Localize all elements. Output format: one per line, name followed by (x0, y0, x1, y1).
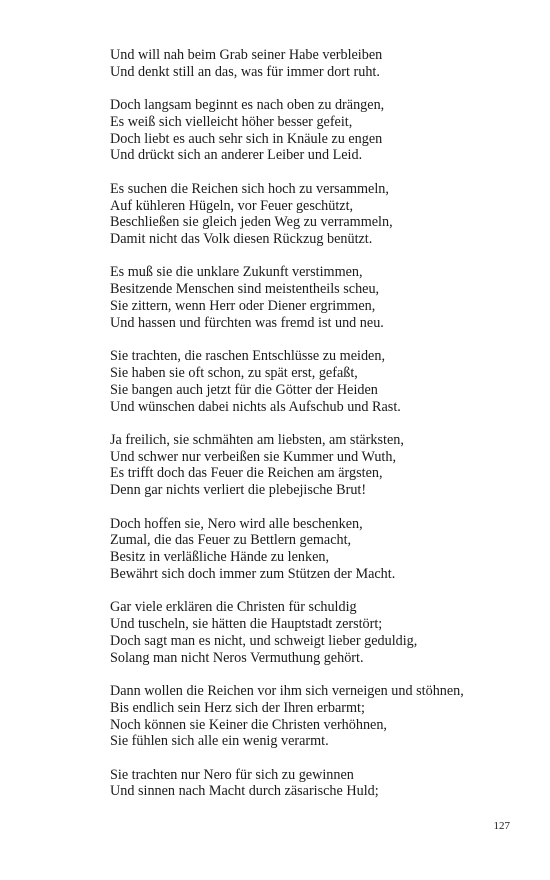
stanza (110, 516, 530, 583)
stanza (110, 97, 530, 164)
stanza (110, 599, 530, 666)
verse-line: Ja freilich, sie schmähten am liebsten, am stärksten, (110, 431, 404, 448)
verse-line: Doch sagt man es nicht, und schweigt lieber geduldig, (110, 632, 418, 649)
stanza (110, 47, 530, 81)
verse-line: Sie zittern, wenn Herr oder Diener ergrimmen, (110, 298, 376, 315)
verse-line: Es muß sie die unklare Zukunft verstimmen, (110, 264, 363, 281)
verse-line: Und sinnen nach Macht durch zäsarische Huld; (110, 783, 379, 800)
verse-line: Sie trachten nur Nero für sich zu gewinnen (110, 766, 354, 783)
verse-line: Und denkt still an das, was für immer dort ruht. (110, 63, 380, 80)
verse-line: Doch hoffen sie, Nero wird alle beschenken, (110, 515, 363, 532)
verse-line: Sie fühlen sich alle ein wenig verarmt. (110, 733, 329, 750)
verse-line: Und schwer nur verbeißen sie Kummer und Wuth, (110, 448, 397, 465)
verse-line: Sie haben sie oft schon, zu spät erst, gefaßt, (110, 364, 358, 381)
verse-line: Bis endlich sein Herz sich der Ihren erbarmt; (110, 699, 365, 716)
stanza (110, 181, 530, 248)
verse-line: Es trifft doch das Feuer die Reichen am ärgsten, (110, 465, 383, 482)
verse-line: Besitz in verläßliche Hände zu lenken, (110, 549, 330, 566)
verse-line: Denn gar nichts verliert die plebejische Brut! (110, 482, 367, 499)
verse-line: Es suchen die Reichen sich hoch zu versammeln, (110, 180, 389, 197)
verse-line: Besitzende Menschen sind meistentheils scheu, (110, 281, 380, 298)
verse-line: Damit nicht das Volk diesen Rückzug benützt. (110, 231, 373, 248)
verse-line: Und wünschen dabei nichts als Aufschub und Rast. (110, 398, 401, 415)
verse-line: Doch liebt es auch sehr sich in Knäule zu engen (110, 130, 383, 147)
verse-line: Sie trachten, die raschen Entschlüsse zu meiden, (110, 348, 385, 365)
verse-line: Noch können sie Keiner die Christen verhöhnen, (110, 716, 387, 733)
verse-line: Und drückt sich an anderer Leiber und Leid. (110, 147, 363, 164)
verse-line: Bewährt sich doch immer zum Stützen der Macht. (110, 565, 396, 582)
verse-line: Zumal, die das Feuer zu Bettlern gemacht, (110, 532, 352, 549)
verse-line: Gar viele erklären die Christen für schuldig (110, 599, 357, 616)
poem-text (110, 47, 530, 817)
verse-line: Und will nah beim Grab seiner Habe verbleiben (110, 47, 383, 63)
verse-line: Und hassen und fürchten was fremd ist und neu. (110, 314, 384, 331)
verse-line: Doch langsam beginnt es nach oben zu drängen, (110, 97, 385, 114)
verse-line: Auf kühleren Hügeln, vor Feuer geschützt, (110, 197, 354, 214)
stanza (110, 683, 530, 750)
verse-line: Beschließen sie gleich jeden Weg zu verrammeln, (110, 214, 393, 231)
stanza (110, 767, 530, 801)
verse-line: Sie bangen auch jetzt für die Götter der Heiden (110, 381, 378, 398)
verse-line: Und tuscheln, sie hätten die Hauptstadt zerstört; (110, 616, 383, 633)
stanza (110, 348, 530, 415)
page-number: 127 (493, 820, 510, 832)
verse-line: Solang man nicht Neros Vermuthung gehört. (110, 649, 364, 666)
verse-line: Dann wollen die Reichen vor ihm sich verneigen und stöhnen, (110, 682, 464, 699)
stanza (110, 264, 530, 331)
stanza (110, 432, 530, 499)
verse-line: Es weiß sich vielleicht höher besser gefeit, (110, 113, 353, 130)
